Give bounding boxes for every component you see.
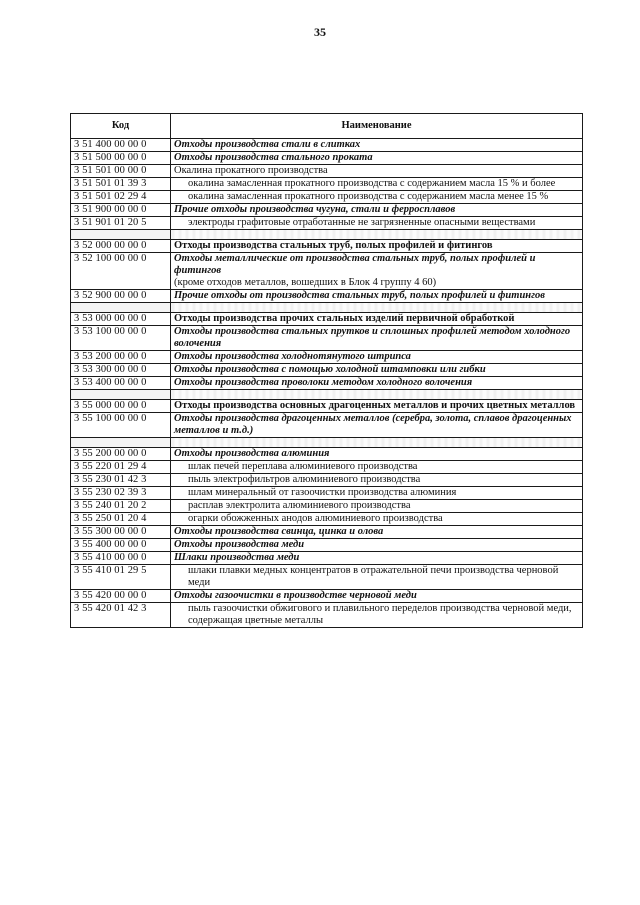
row-code: 3 55 100 00 00 0 [71,413,171,438]
row-code: 3 53 000 00 00 0 [71,313,171,326]
row-code [71,230,171,240]
row-code [71,390,171,400]
row-name: Отходы производства стального проката [171,152,583,165]
row-code [71,303,171,313]
row-code [71,438,171,448]
table-row [71,364,583,377]
table-row [71,461,583,474]
row-code: 3 51 400 00 00 0 [71,139,171,152]
row-code: 3 55 220 01 29 4 [71,461,171,474]
table-row [71,351,583,364]
table-row [71,191,583,204]
table-spacer-row [71,390,583,400]
table-header-row [71,114,583,139]
row-code: 3 51 501 01 39 3 [71,178,171,191]
row-code: 3 51 900 00 00 0 [71,204,171,217]
row-name [171,390,583,400]
table-row [71,139,583,152]
row-name: пыль газоочистки обжигового и плавильного переделов производства черновой меди, содержащая цветные металлы [171,603,583,628]
row-name: Отходы производства меди [171,539,583,552]
table-row [71,152,583,165]
row-name: Отходы производства основных драгоценных металлов и прочих цветных металлов [171,400,583,413]
row-name-text: Отходы металлические от производства стальных труб, полых профилей и фитингов [174,253,536,276]
row-code: 3 55 240 01 20 2 [71,500,171,513]
table-row [71,413,583,438]
row-code: 3 52 900 00 00 0 [71,290,171,303]
row-name: окалина замасленная прокатного производства с содержанием масла менее 15 % [171,191,583,204]
row-code: 3 55 250 01 20 4 [71,513,171,526]
row-code: 3 53 200 00 00 0 [71,351,171,364]
table-spacer-row [71,438,583,448]
table-row [71,526,583,539]
row-name: Отходы производства стали в слитках [171,139,583,152]
row-name: шлак печей переплава алюминиевого производства [171,461,583,474]
header-code: Код [71,114,171,139]
row-name: Отходы производства алюминия [171,448,583,461]
table-row [71,448,583,461]
row-name: Отходы производства стальных труб, полых профилей и фитингов [171,240,583,253]
row-code: 3 55 400 00 00 0 [71,539,171,552]
table-row [71,487,583,500]
row-name: Отходы производства холоднотянутого штрипса [171,351,583,364]
row-name: Отходы производства свинца, цинка и олова [171,526,583,539]
row-name: расплав электролита алюминиевого производства [171,500,583,513]
row-code: 3 53 400 00 00 0 [71,377,171,390]
page-number: 35 [314,25,326,39]
row-name: Отходы газоочистки в производстве черновой меди [171,590,583,603]
table-row [71,165,583,178]
row-name: Прочие отходы производства чугуна, стали и ферросплавов [171,204,583,217]
table-body [71,139,583,628]
table-row [71,513,583,526]
row-code: 3 52 100 00 00 0 [71,253,171,290]
row-name: Шлаки производства меди [171,552,583,565]
table-row [71,590,583,603]
row-code: 3 55 230 01 42 3 [71,474,171,487]
row-name: Отходы производства проволоки методом холодного волочения [171,377,583,390]
row-code: 3 51 500 00 00 0 [71,152,171,165]
table-row [71,377,583,390]
row-code: 3 51 501 02 29 4 [71,191,171,204]
row-name: Отходы производства драгоценных металлов (серебра, золота, сплавов драгоценных металлов и т.д.) [171,413,583,438]
row-code: 3 55 420 01 42 3 [71,603,171,628]
table-row [71,400,583,413]
row-code: 3 53 300 00 00 0 [71,364,171,377]
row-name [171,303,583,313]
row-code: 3 55 230 02 39 3 [71,487,171,500]
table-row [71,217,583,230]
row-name: Отходы производства стальных прутков и сплошных профилей методом холодного волочения [171,326,583,351]
table-row [71,603,583,628]
table-row [71,253,583,290]
waste-code-table [70,113,583,628]
row-name: шлам минеральный от газоочистки производства алюминия [171,487,583,500]
row-name: Прочие отходы от производства стальных труб, полых профилей и фитингов [171,290,583,303]
row-name [171,253,583,290]
table-row [71,204,583,217]
table-spacer-row [71,303,583,313]
row-code: 3 51 901 01 20 5 [71,217,171,230]
table-row [71,178,583,191]
row-code: 3 53 100 00 00 0 [71,326,171,351]
table-row [71,500,583,513]
row-code: 3 52 000 00 00 0 [71,240,171,253]
table-row [71,290,583,303]
table-row [71,326,583,351]
row-code: 3 55 000 00 00 0 [71,400,171,413]
row-code: 3 51 501 00 00 0 [71,165,171,178]
row-code: 3 55 200 00 00 0 [71,448,171,461]
row-name: пыль электрофильтров алюминиевого производства [171,474,583,487]
table-row [71,565,583,590]
row-name-note: (кроме отходов металлов, вошедших в Блок 4 группу 4 60) [174,277,437,288]
header-name: Наименование [171,114,583,139]
row-name: электроды графитовые отработанные не загрязненные опасными веществами [171,217,583,230]
row-code: 3 55 410 00 00 0 [71,552,171,565]
table-row [71,474,583,487]
table-spacer-row [71,230,583,240]
row-name: окалина замасленная прокатного производства с содержанием масла 15 % и более [171,178,583,191]
row-name [171,438,583,448]
row-name: Отходы производства с помощью холодной штамповки или гибки [171,364,583,377]
row-name: шлаки плавки медных концентратов в отражательной печи производства черновой меди [171,565,583,590]
row-name [171,230,583,240]
table-row [71,240,583,253]
row-name: Отходы производства прочих стальных изделий первичной обработкой [171,313,583,326]
row-code: 3 55 420 00 00 0 [71,590,171,603]
row-code: 3 55 300 00 00 0 [71,526,171,539]
row-code: 3 55 410 01 29 5 [71,565,171,590]
table-row [71,313,583,326]
row-name: Окалина прокатного производства [171,165,583,178]
table-row [71,539,583,552]
row-name: огарки обожженных анодов алюминиевого производства [171,513,583,526]
table-row [71,552,583,565]
